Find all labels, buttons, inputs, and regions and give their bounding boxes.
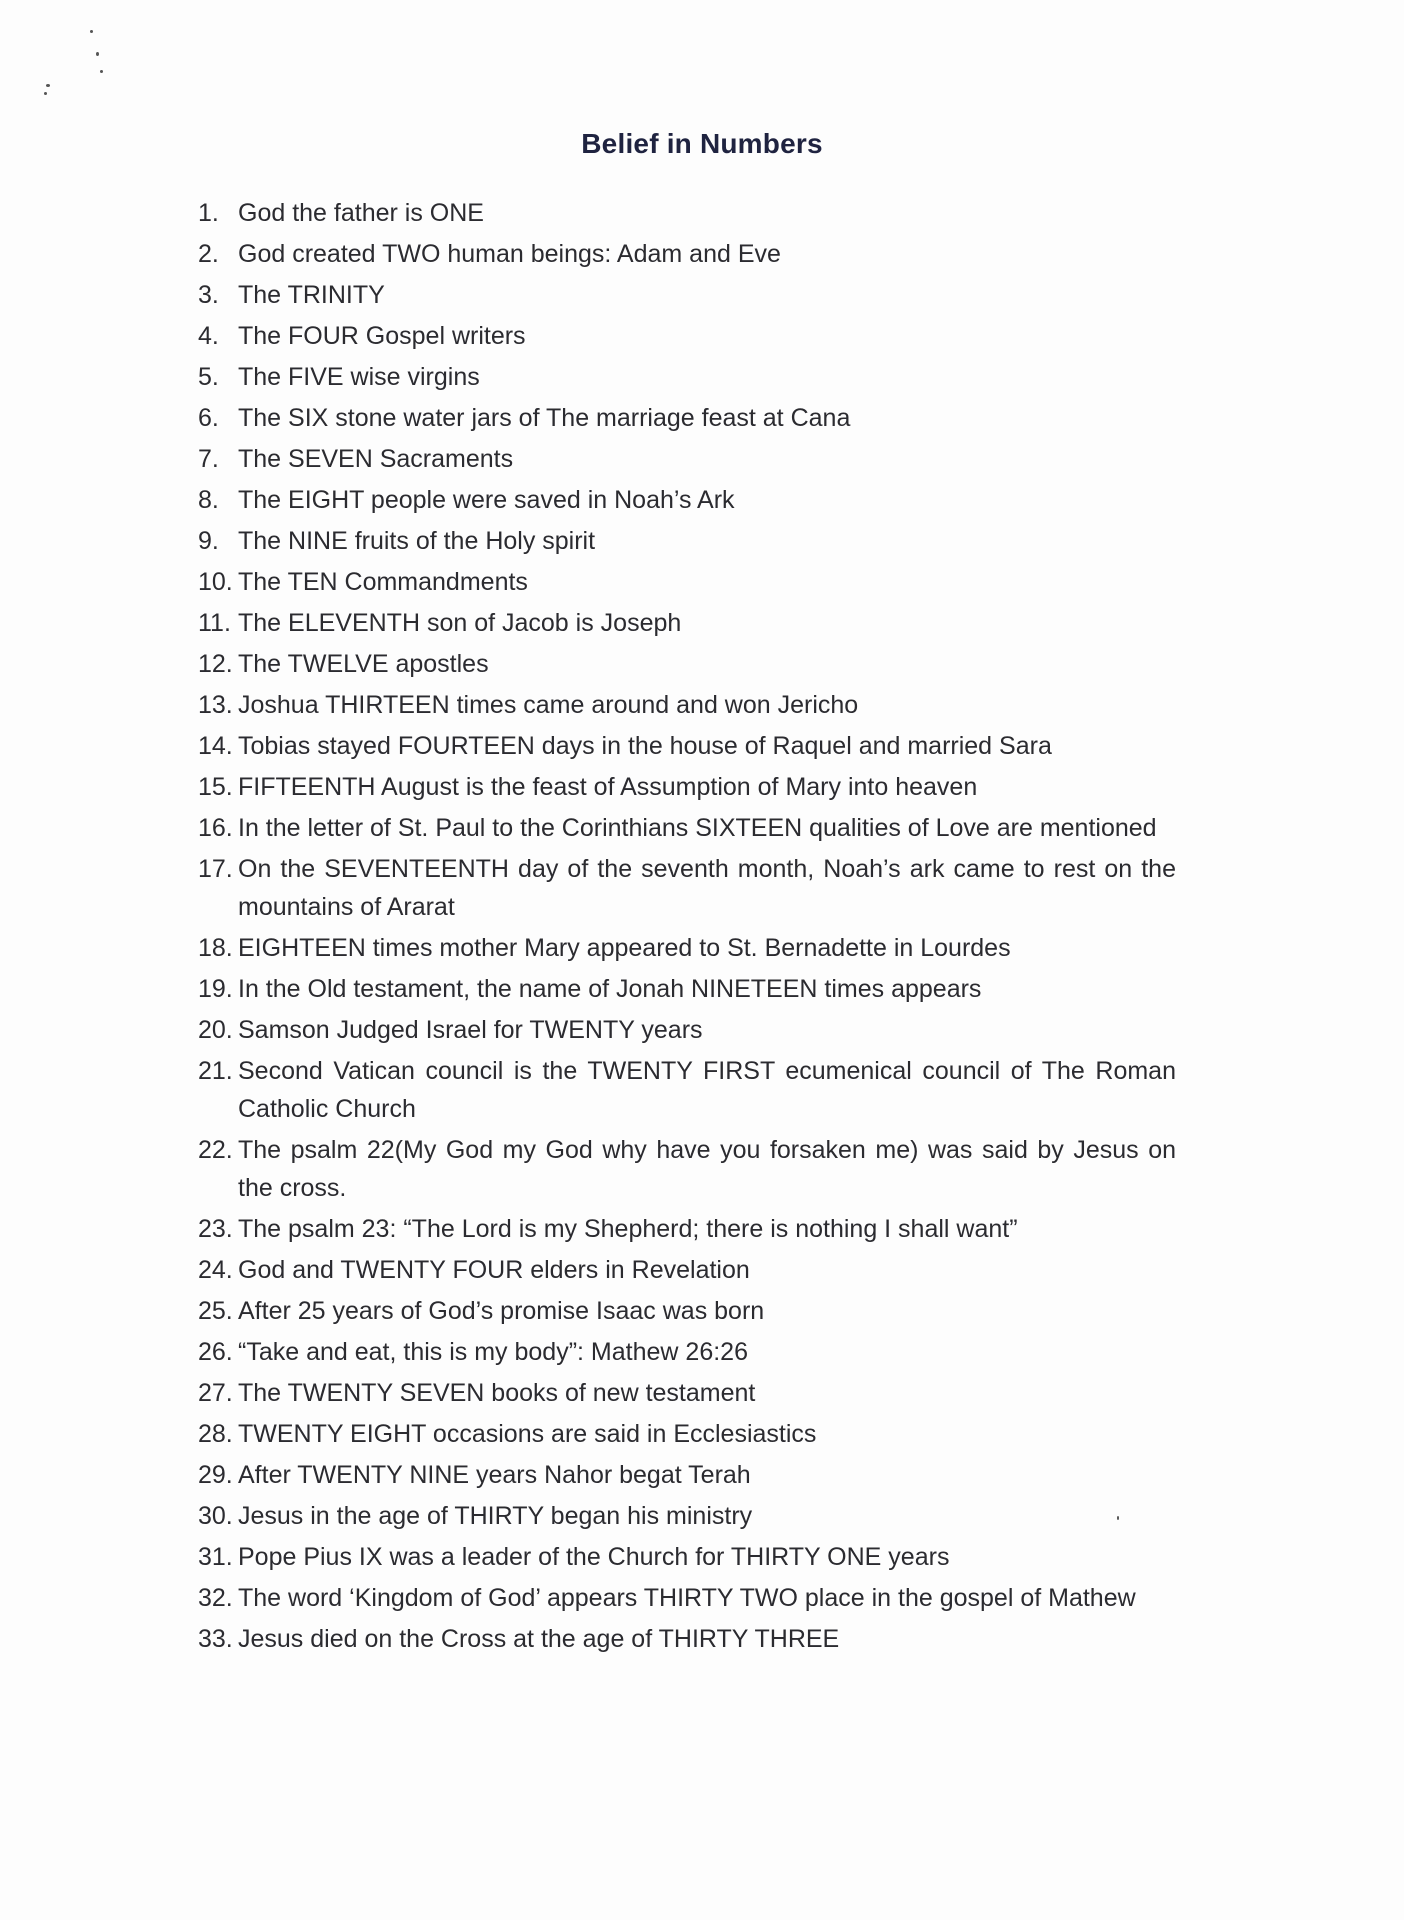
item-number: 10. bbox=[198, 568, 233, 596]
numbered-list bbox=[198, 194, 1176, 1661]
item-text: The FOUR Gospel writers bbox=[238, 322, 526, 350]
item-number: 31. bbox=[198, 1543, 233, 1571]
item-number: 18. bbox=[198, 934, 233, 962]
item-number: 8. bbox=[198, 486, 219, 514]
item-text: Pope Pius IX was a leader of the Church for THIRTY ONE years bbox=[238, 1543, 950, 1571]
item-number: 14. bbox=[198, 732, 233, 760]
item-number: 26. bbox=[198, 1338, 233, 1366]
item-text: In the letter of St. Paul to the Corinthians SIXTEEN qualities of Love are mentioned bbox=[238, 814, 1157, 842]
item-number: 16. bbox=[198, 814, 233, 842]
item-text: FIFTEENTH August is the feast of Assumption of Mary into heaven bbox=[238, 773, 978, 801]
list-item bbox=[198, 563, 1176, 601]
item-text: The SIX stone water jars of The marriage feast at Cana bbox=[238, 404, 851, 432]
item-text: After 25 years of God’s promise Isaac was born bbox=[238, 1297, 765, 1325]
item-number: 21. bbox=[198, 1057, 233, 1085]
item-text: Samson Judged Israel for TWENTY years bbox=[238, 1016, 703, 1044]
list-item bbox=[198, 440, 1176, 478]
scan-speck bbox=[46, 84, 50, 87]
item-number: 23. bbox=[198, 1215, 233, 1243]
list-item bbox=[198, 686, 1176, 724]
list-item bbox=[198, 1210, 1176, 1248]
item-text: The SEVEN Sacraments bbox=[238, 445, 514, 473]
item-text: The TRINITY bbox=[238, 281, 385, 309]
item-number: 25. bbox=[198, 1297, 233, 1325]
item-text: The EIGHT people were saved in Noah’s Ark bbox=[238, 486, 735, 514]
item-text: God the father is ONE bbox=[238, 199, 484, 227]
item-number: 11. bbox=[198, 609, 231, 637]
item-text: The psalm 22(My God my God why have you forsaken me) was said by Jesus on the cross. bbox=[238, 1136, 1176, 1202]
item-number: 6. bbox=[198, 404, 219, 432]
list-item bbox=[198, 358, 1176, 396]
item-text: After TWENTY NINE years Nahor begat Terah bbox=[238, 1461, 751, 1489]
item-number: 32. bbox=[198, 1584, 233, 1612]
item-number: 33. bbox=[198, 1625, 233, 1653]
scan-speck bbox=[44, 92, 47, 95]
item-text: TWENTY EIGHT occasions are said in Ecclesiastics bbox=[238, 1420, 817, 1448]
item-text: “Take and eat, this is my body”: Mathew 26:26 bbox=[238, 1338, 748, 1366]
item-number: 19. bbox=[198, 975, 233, 1003]
list-item bbox=[198, 1415, 1176, 1453]
item-text: God and TWENTY FOUR elders in Revelation bbox=[238, 1256, 750, 1284]
item-number: 20. bbox=[198, 1016, 233, 1044]
item-text: In the Old testament, the name of Jonah NINETEEN times appears bbox=[238, 975, 982, 1003]
list-item bbox=[198, 1620, 1176, 1658]
item-text: The psalm 23: “The Lord is my Shepherd; there is nothing I shall want” bbox=[238, 1215, 1018, 1243]
list-item bbox=[198, 1497, 1176, 1535]
item-number: 28. bbox=[198, 1420, 233, 1448]
item-number: 12. bbox=[198, 650, 233, 678]
list-item bbox=[198, 1052, 1176, 1128]
list-item bbox=[198, 645, 1176, 683]
list-item bbox=[198, 1131, 1176, 1207]
list-item bbox=[198, 970, 1176, 1008]
list-item bbox=[198, 1011, 1176, 1049]
list-item bbox=[198, 1456, 1176, 1494]
list-item bbox=[198, 1538, 1176, 1576]
list-item bbox=[198, 235, 1176, 273]
item-number: 24. bbox=[198, 1256, 233, 1284]
item-number: 2. bbox=[198, 240, 219, 268]
item-number: 29. bbox=[198, 1461, 233, 1489]
item-text: The TWENTY SEVEN books of new testament bbox=[238, 1379, 756, 1407]
item-text: The NINE fruits of the Holy spirit bbox=[238, 527, 596, 555]
list-item bbox=[198, 1333, 1176, 1371]
item-text: On the SEVENTEENTH day of the seventh month, Noah’s ark came to rest on the mountains of Ararat bbox=[238, 855, 1176, 921]
document-title: Belief in Numbers bbox=[581, 128, 823, 159]
item-number: 22. bbox=[198, 1136, 233, 1164]
list-item bbox=[198, 929, 1176, 967]
item-text: Second Vatican council is the TWENTY FIRST ecumenical council of The Roman Catholic Church bbox=[238, 1057, 1176, 1123]
item-number: 9. bbox=[198, 527, 219, 555]
list-item bbox=[198, 768, 1176, 806]
item-number: 15. bbox=[198, 773, 233, 801]
list-item bbox=[198, 604, 1176, 642]
list-item bbox=[198, 1251, 1176, 1289]
item-number: 5. bbox=[198, 363, 219, 391]
list-item bbox=[198, 1579, 1176, 1617]
item-text: The word ‘Kingdom of God’ appears THIRTY TWO place in the gospel of Mathew bbox=[238, 1584, 1136, 1612]
item-number: 7. bbox=[198, 445, 219, 473]
item-text: The TWELVE apostles bbox=[238, 650, 489, 678]
list-item bbox=[198, 850, 1176, 926]
list-item bbox=[198, 194, 1176, 232]
list-item bbox=[198, 1292, 1176, 1330]
item-text: Tobias stayed FOURTEEN days in the house of Raquel and married Sara bbox=[238, 732, 1052, 760]
item-number: 13. bbox=[198, 691, 233, 719]
item-text: Jesus died on the Cross at the age of THIRTY THREE bbox=[238, 1625, 840, 1653]
item-text: God created TWO human beings: Adam and Eve bbox=[238, 240, 781, 268]
list-item bbox=[198, 727, 1176, 765]
item-text: EIGHTEEN times mother Mary appeared to St. Bernadette in Lourdes bbox=[238, 934, 1011, 962]
item-number: 3. bbox=[198, 281, 219, 309]
item-text: The FIVE wise virgins bbox=[238, 363, 480, 391]
list-item bbox=[198, 399, 1176, 437]
item-text: Joshua THIRTEEN times came around and won Jericho bbox=[238, 691, 859, 719]
list-item bbox=[198, 1374, 1176, 1412]
item-number: 1. bbox=[198, 199, 219, 227]
list-item bbox=[198, 276, 1176, 314]
list-item bbox=[198, 317, 1176, 355]
item-text: The ELEVENTH son of Jacob is Joseph bbox=[238, 609, 682, 637]
scan-speck bbox=[90, 30, 93, 33]
item-number: 4. bbox=[198, 322, 219, 350]
list-item bbox=[198, 481, 1176, 519]
item-text: Jesus in the age of THIRTY began his ministry bbox=[238, 1502, 753, 1530]
item-number: 27. bbox=[198, 1379, 233, 1407]
item-number: 30. bbox=[198, 1502, 233, 1530]
scan-speck bbox=[96, 52, 99, 56]
list-item bbox=[198, 809, 1176, 847]
list-item bbox=[198, 522, 1176, 560]
item-number: 17. bbox=[198, 855, 233, 883]
scan-speck bbox=[100, 70, 103, 73]
item-text: The TEN Commandments bbox=[238, 568, 528, 596]
